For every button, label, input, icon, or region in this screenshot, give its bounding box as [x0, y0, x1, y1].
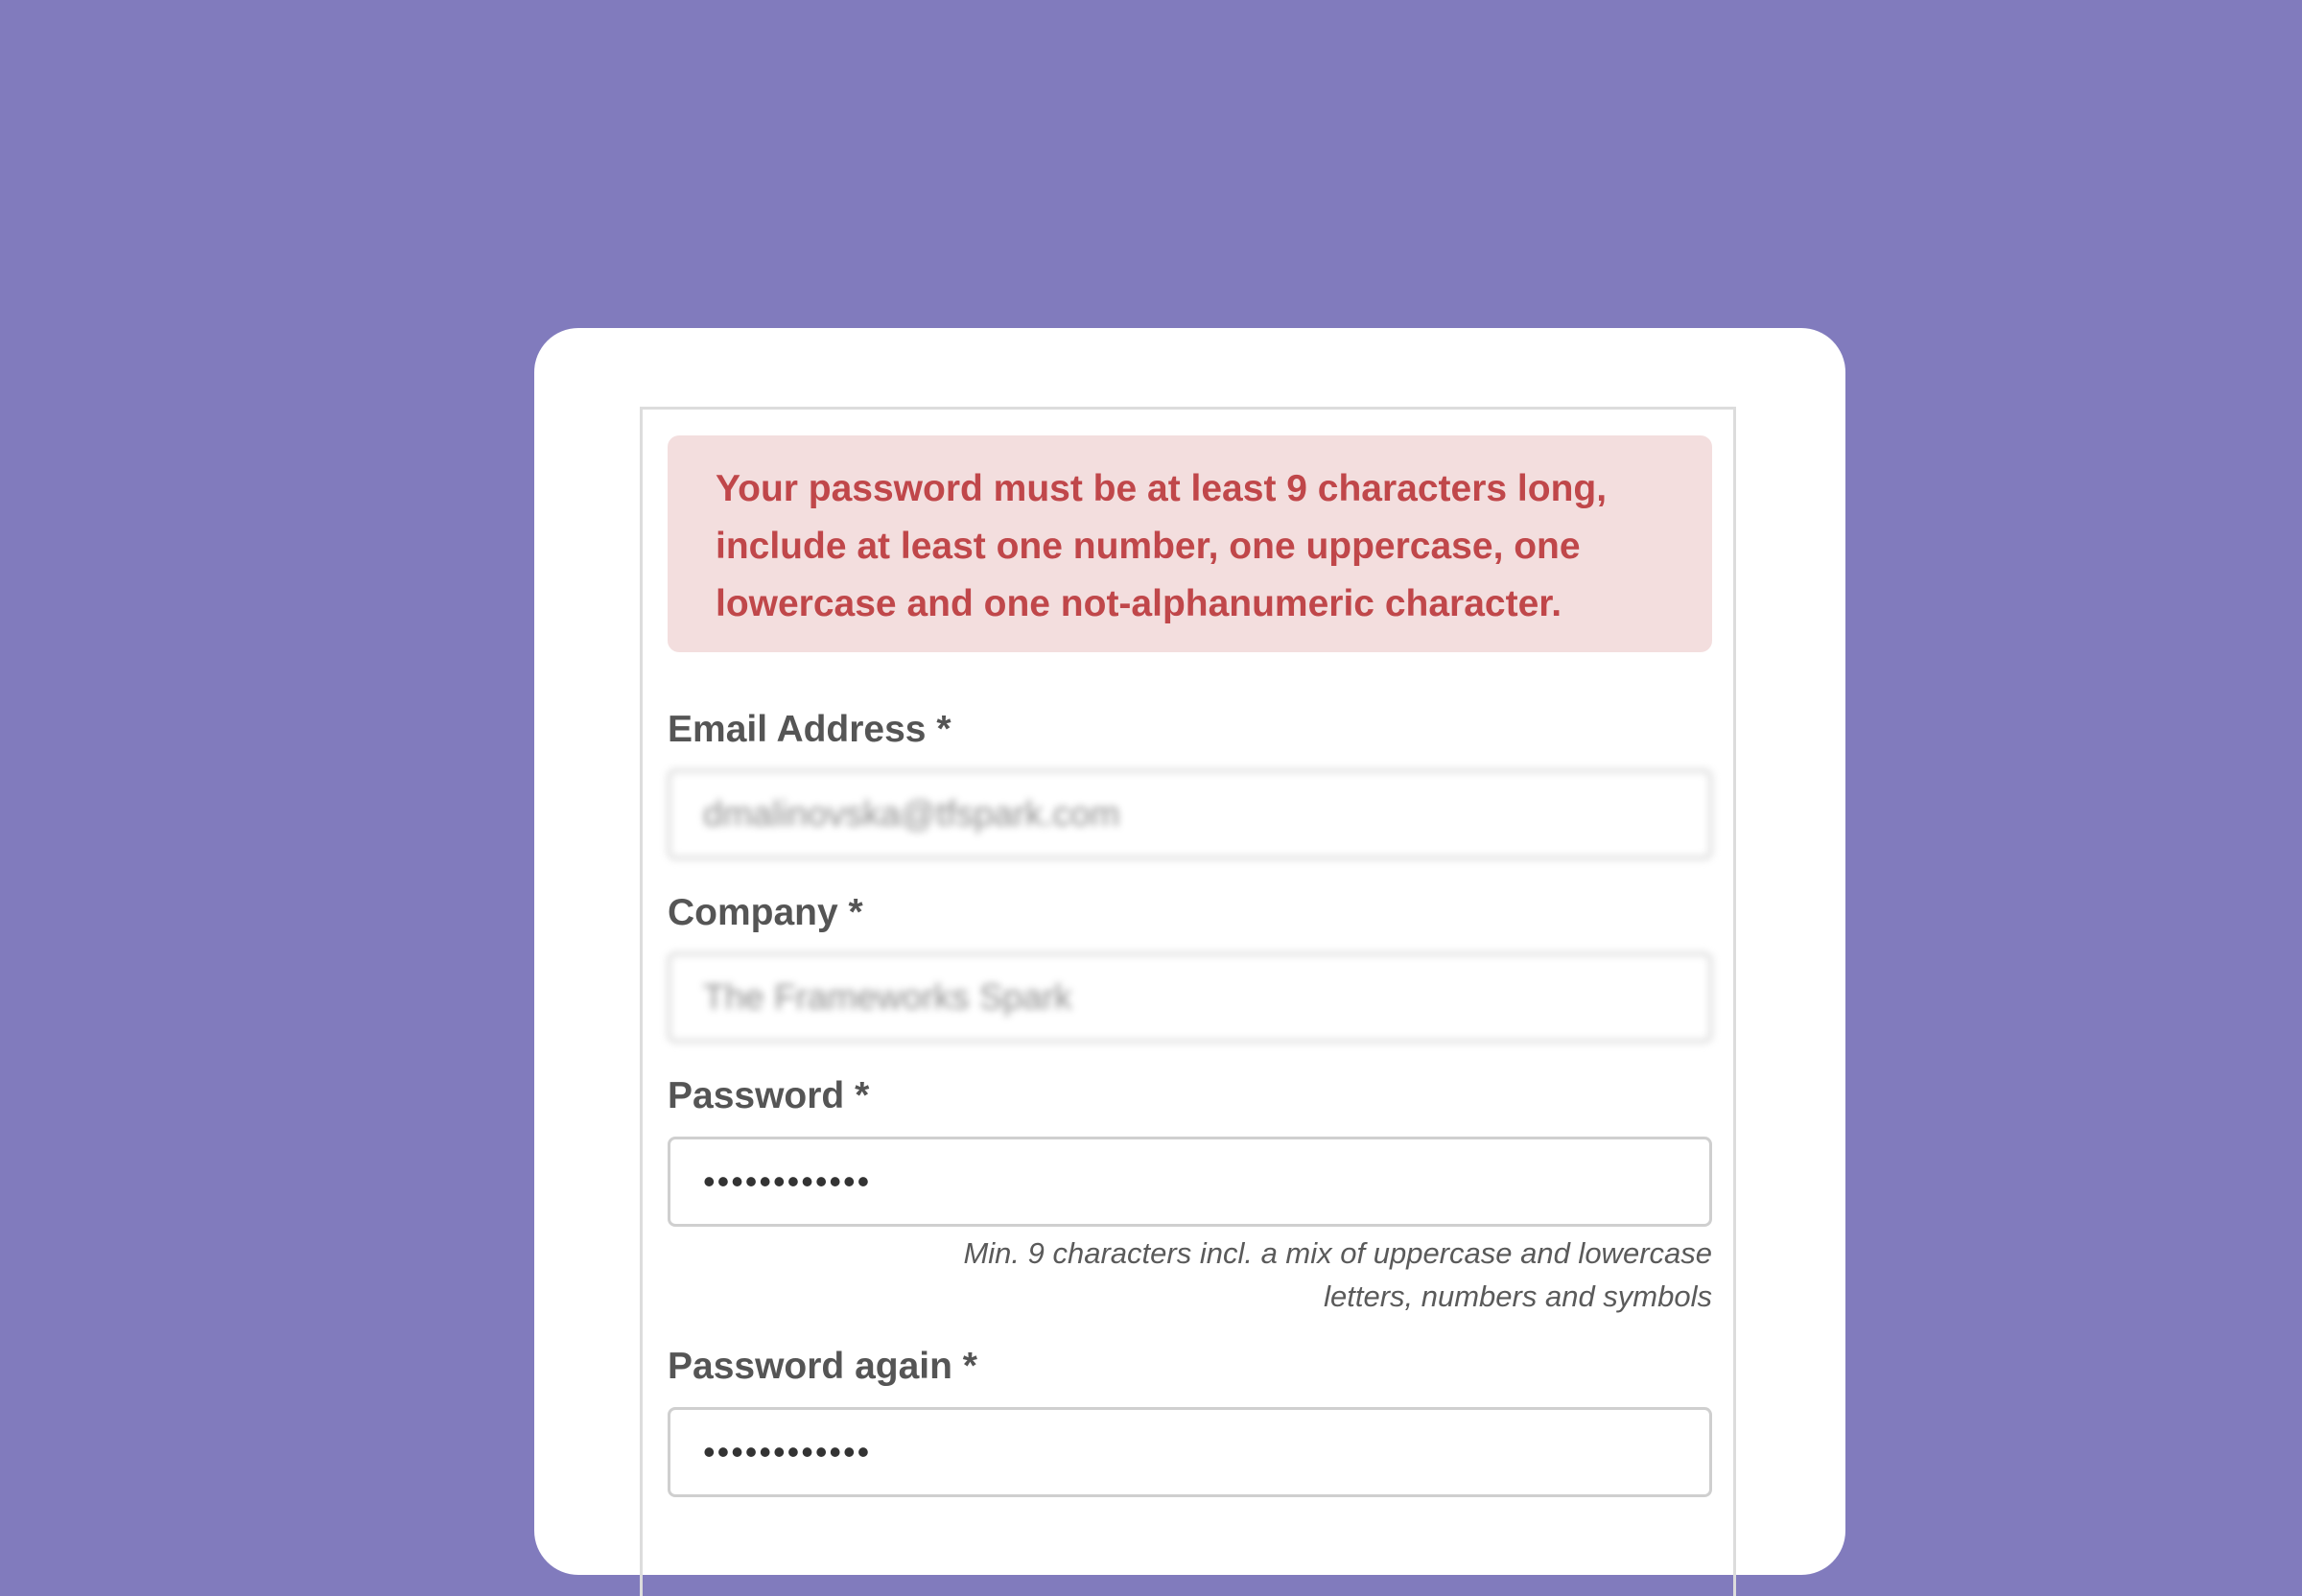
password-again-field[interactable] [668, 1407, 1712, 1497]
email-field[interactable] [668, 769, 1712, 859]
password-help-line: letters, numbers and symbols [1324, 1279, 1712, 1313]
error-message [716, 460, 1664, 633]
password-again-label: Password again * [668, 1346, 977, 1387]
error-message-line: include at least one number, one uppercase, one [716, 526, 1581, 567]
company-field[interactable] [668, 952, 1712, 1043]
password-help-line: Min. 9 characters incl. a mix of uppercase and lowercase [963, 1236, 1712, 1270]
password-help-text [668, 1232, 1712, 1318]
signup-card [534, 328, 1845, 1575]
error-alert [668, 435, 1712, 652]
email-label: Email Address * [668, 709, 951, 750]
error-message-line: lowercase and one not-alphanumeric character. [716, 583, 1562, 624]
error-message-line: Your password must be at least 9 characters long, [716, 468, 1608, 509]
password-field[interactable] [668, 1137, 1712, 1227]
signup-form [640, 407, 1736, 1596]
password-label: Password * [668, 1075, 870, 1116]
company-label: Company * [668, 892, 863, 933]
